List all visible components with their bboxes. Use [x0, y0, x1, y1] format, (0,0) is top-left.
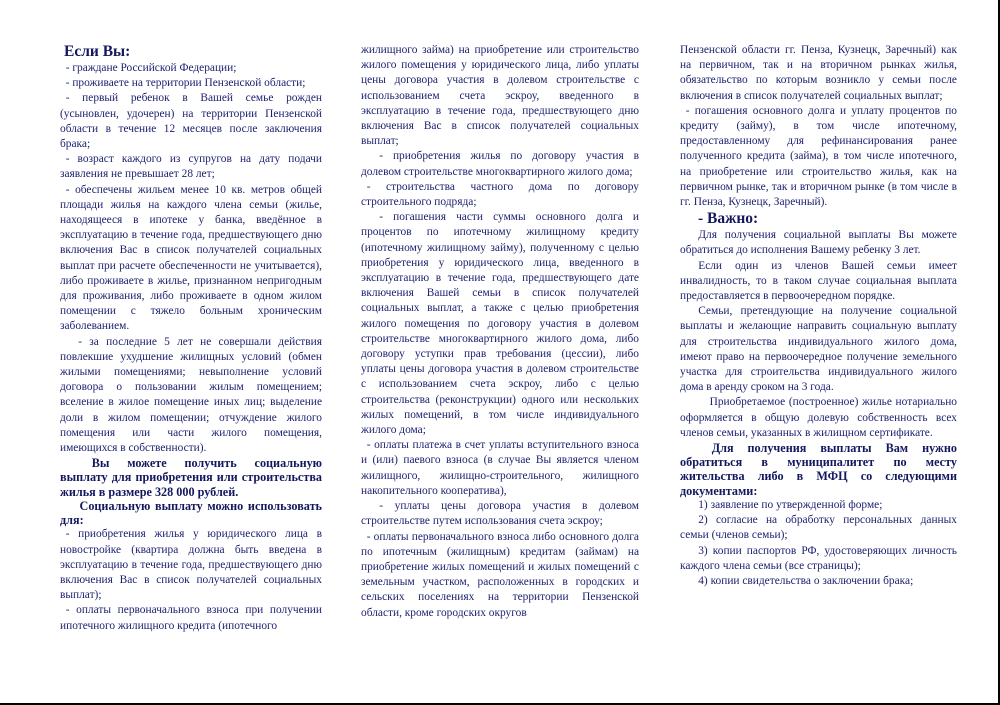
column-right: [680, 43, 957, 589]
list-item: - уплаты цены договора участия в долевом строительстве путем использования счета эскроу;: [361, 500, 639, 528]
list-item: жилищного займа) на приобретение или строительство жилого помещения у юридического лица, либо уплаты цены договора участия в долевом строительстве с использованием счета эскроу, введенного в эксплуатацию в течение года, предшествующего дню включения Вас в список получателей социальных выплат;: [361, 44, 639, 148]
list-item: - оплаты первоначального взноса либо основного долга по ипотечным (жилищным) кредитам (займам) на приобретение жилых помещений и жилых помещений с земельным участком, расположенных в городских и сельских поселениях на территории Пензенской области, кроме городских округов: [361, 530, 639, 619]
list-item: Пензенской области гг. Пенза, Кузнецк, Заречный) как на первичном, так и на вторичном рынках жилья, обязательство по которым возникло у семьи после включения в список получателей социальных выплат;: [680, 44, 957, 102]
paragraph: Для получения социальной выплаты Вы можете обратиться до исполнения Вашему ребенку 3 лет.: [680, 229, 957, 257]
column-middle: [361, 43, 639, 621]
paragraph: Если один из членов Вашей семьи имеет инвалидность, то в таком случае социальная выплата предоставляется в первоочередном порядке.: [680, 259, 957, 303]
benefit-amount-statement: Вы можете получить социальную выплату для приобретения или строительства жилья в размере 328 000 рублей.: [60, 456, 322, 499]
list-item: - обеспечены жильем менее 10 кв. метров общей площади жилья на каждого члена семьи (жилье, находящееся в ипотеке у банка, введённое в эксплуатацию в течение года, предшествующего дню включения Вас в список получателей социальных выплат при расчете обеспеченности не учитывается), либо проживаете в жилье, признанном непригодным для проживания, либо проживаете в одном жилом помещении с тяжело больным хроническим заболеванием.: [60, 183, 322, 333]
list-item: - строительства частного дома по договору строительного подряда;: [361, 180, 639, 209]
list-item: - возраст каждого из супругов на дату подачи заявления не превышает 28 лет;: [60, 153, 322, 181]
paragraph: Семьи, претендующие на получение социальной выплаты и желающие направить социальную выплату для строительства индивидуального жилого дома, имеют право на первоочередное получение земельного участка для строительства индивидуального жилого дома в аренду сроком на 3 года.: [680, 305, 957, 394]
usage-heading: Социальную выплату можно использовать для:: [60, 498, 322, 528]
document-list-item: 1) заявление по утвержденной форме;: [698, 498, 883, 511]
list-item: - проживаете на территории Пензенской области;: [65, 77, 306, 90]
document-list-item: 3) копии паспортов РФ, удостоверяющих личность каждого члена семьи (все страницы);: [680, 544, 957, 572]
section-heading-if-you: Если Вы:: [64, 43, 131, 60]
list-item: - погашения основного долга и уплату процентов по кредиту (займу), в том числе ипотечному, предоставленному для рефинансирования ранее полученного кредита (займа), в том числе ипотечного, на приобретение или строительство жилья, как на первичном рынке, так и вторичном рынке (в том числе в гг. Пенза, Кузнецк, Заречный).: [680, 104, 957, 209]
document-list-item: 4) копии свидетельства о заключении брака;: [698, 574, 914, 587]
list-item: - граждане Российской Федерации;: [65, 62, 237, 74]
paragraph: Приобретаемое (построенное) жилье нотариально оформляется в общую долевую собственность всех членов семьи, указанных в жилищном сертификате.: [680, 396, 957, 439]
list-item: - оплаты первоначального взноса при получении ипотечного жилищного кредита (ипотечного: [60, 604, 322, 632]
list-item: - погашения части суммы основного долга и процентов по ипотечному жилищному кредиту (ипотечному жилищному займу), полученному с целью приобретения у юридического лица, введенного в эксплуатацию в течение года, предшествующего дате включения Вашей семьи в список получателей социальных выплат, а также с целью приобретения жилого помещения по договору участия в долевом строительстве многоквартирного жилого дома, либо договору уступки прав требования (цессии), либо уплаты цены договора участия в долевом строительстве с использованием счета эскроу, либо с целью строительства (реконструкции) одного или нескольких жилых помещений, в том числе индивидуального жилого дома;: [361, 211, 639, 437]
list-item: - оплаты платежа в счет уплаты вступительного взноса и (или) паевого взноса (в случае Вы является членом жилищного, жилищно-строительного, жилищного накопительного кооператива),: [361, 439, 639, 497]
list-item: - приобретения жилья по договору участия в долевом строительстве многоквартирного жилого дома;: [361, 150, 639, 178]
list-item: - первый ребенок в Вашей семье рожден (усыновлен, удочерен) на территории Пензенской области в течение 12 месяцев после заключения брака;: [60, 92, 322, 151]
document-list-item: 2) согласие на обработку персональных данных семьи (членов семьи);: [680, 514, 957, 542]
list-item: - приобретения жилья у юридического лица в новостройке (квартира должна быть введена в эксплуатацию в течение года, предшествующего дню включения Вас в список получателей социальных выплат);: [60, 528, 322, 602]
documents-heading: Для получения выплаты Вам нужно обратиться в муниципалитет по месту жительства либо в МФЦ со следующими документами:: [680, 441, 957, 498]
column-left: [60, 43, 322, 634]
list-item: - за последние 5 лет не совершали действия повлекшие ухудшение жилищных условий (обмен жилыми помещениями; невыполнение условий договора о пользовании жилым помещением; вселение в жилое помещение иных лиц; выделение доли в жилом помещении; отчуждение жилого помещения или части жилого помещения, имеющихся в собственности).: [60, 335, 322, 455]
section-heading-important: - Важно:: [698, 210, 759, 228]
